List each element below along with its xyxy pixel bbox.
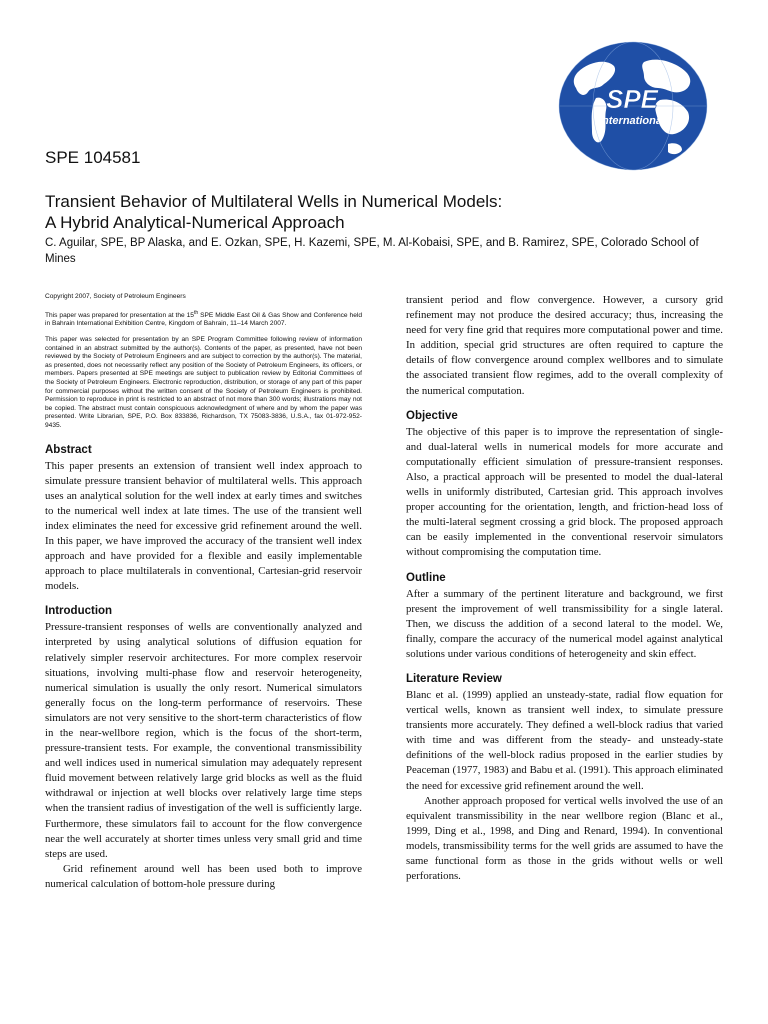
objective-text: The objective of this paper is to improve the representation of single- and dual-lateral wells in numerical models for more accurate and computationally efficient simulation of pressure-transient responses. Also, a practical approach will be presented to model the dual-lateral wells in uniformly distributed, Cartesian grid. This approach involves proper accounting for the orientation, length, and friction-head loss of the multi-lateral segment crossing a grid block. The proposed approach can be easily implemented in the conventional reservoir simulators without compromising the computation time. bbox=[406, 425, 723, 559]
selection-notice: This paper was selected for presentation by an SPE Program Committee following review of information contained in an abstract submitted by the author(s). Contents of the paper, as presented, have not been reviewed by the Society of Petroleum Engineers and are subject to correction by the author(s). The material, as presented, does not necessarily reflect any position of the Society of Petroleum Engineers, its officers, or members. Papers presented at SPE meetings are subject to publication review by Editorial Committees of the Society of Petroleum Engineers. Electronic reproduction, distribution, or storage of any part of this paper for commercial purposes without the written consent of the Society of Petroleum Engineers is prohibited. Permission to reproduce in print is restricted to an abstract of not more than 300 words; illustrations may not be copied. The abstract must contain conspicuous acknowledgment of where and by whom the paper was presented. Write Librarian, SPE, P.O. Box 833836, Richardson, TX 75083-3836, U.S.A., fax 01-972-952-9435. bbox=[45, 335, 362, 429]
literature-review-paragraph-2: Another approach proposed for vertical wells involved the use of an equivalent transmissibility in the near wellbore region (Blanc et al., 1999, Ding et al., 1998, and Ding and Renard, 1994). In conventional models, transmissibility terms for the well grids are assumed to have the same functional form as those in the grids without wells or well perforations. bbox=[406, 794, 723, 883]
logo-spe-text: SPE bbox=[605, 84, 659, 114]
copyright-notice: Copyright 2007, Society of Petroleum Engineers bbox=[45, 293, 186, 300]
title-line-1: Transient Behavior of Multilateral Wells in Numerical Models: bbox=[45, 192, 503, 211]
introduction-paragraph-2-continued: transient period and flow convergence. However, a cursory grid refinement may not produce the desired accuracy; thus, increasing the need for very fine grid that requires more computational power and time. In addition, special grid structures are often required to capture the details of flow convergence around complex wellbores and to simulate the associated transient flow regimes, add to the overall complexity of the numerical computation. bbox=[406, 294, 723, 397]
literature-review-heading: Literature Review bbox=[406, 672, 502, 685]
prep-text-b: SPE Middle East Oil & Gas Show and Conference held in Bahrain International Exhibition Centre, Kingdom of Bahrain, 11–14 March 2007. bbox=[45, 311, 362, 328]
introduction-paragraph-2: Grid refinement around well has been used both to improve numerical calculation of bottom-hole pressure during bbox=[45, 862, 362, 890]
outline-text: After a summary of the pertinent literature and background, we first present the improvement of well transmissibility for a single lateral. Then, we discuss the addition of a second lateral to the model. We, finally, compare the accuracy of the numerical model against analytical solutions under various conditions of heterogeneity and skin effect. bbox=[406, 587, 723, 660]
abstract-text: This paper presents an extension of transient well index approach to simulate pressure transient behavior of multilateral wells. This approach uses an analytical solution for the well index at early times and switches to the numerical well index at late times. The use of the transient well index eliminates the need for excessive grid refinement around the well. In this paper, we have improved the accuracy of the transient well index approach and have provided for a flexible and easily implementable approach to place multilaterals in conventional, Cartesian-grid reservoir models. bbox=[45, 459, 362, 593]
spe-logo bbox=[548, 36, 718, 176]
outline-heading: Outline bbox=[406, 571, 446, 584]
objective-heading: Objective bbox=[406, 409, 458, 422]
authors: C. Aguilar, SPE, BP Alaska, and E. Ozkan, SPE, H. Kazemi, SPE, M. Al-Kobaisi, SPE, and B. Ramirez, SPE, Colorado School of Mines bbox=[45, 237, 699, 265]
logo-international-text: International bbox=[598, 115, 666, 127]
literature-review-paragraph-1: Blanc et al. (1999) applied an unsteady-state, radial flow equation for vertical wells, known as transient well index, to simulate pressure transients more accurately. They defined a well-block radius that varied with time and was different from the steady- and unsteady-state definitions of the well-block radius proposed in the earlier studies by Peaceman (1977, 1983) and Babu et al. (1991). This approach eliminated the need for excessive grid refinement around the well. bbox=[406, 688, 723, 792]
prep-superscript: th bbox=[193, 309, 199, 316]
paper-title bbox=[45, 191, 725, 233]
preparation-notice bbox=[45, 309, 362, 329]
introduction-paragraph-1: Pressure-transient responses of wells are conventionally analyzed and interpreted by using analytical solutions of diffusion equation for relatively simpler reservoir architectures. For more complex reservoir situations, involving multi-phase flow and reservoir heterogeneity, numerical simulation is usually the only resort. Numerical simulators generally focus on the long-term performance of reservoirs. These simulators are not very sensitive to the short-term characteristics of flow in the near-wellbore region, which is the focus of the short-term, pressure-transient tests. For example, the conventional transmissibility and well indices used in numerical simulation may adequately represent fluid movement between relatively large grid blocks as well as the fluid withdrawal or injection at well blocks over relatively large time steps when the transient radius of investigation of the well is sufficiently large. Furthermore, these simulators fail to account for the flow convergence near the well accurately at shorter times unless very small grid and time steps are used. bbox=[45, 621, 362, 860]
abstract-heading: Abstract bbox=[45, 443, 92, 456]
paper-number: SPE 104581 bbox=[45, 148, 141, 167]
title-line-2: A Hybrid Analytical-Numerical Approach bbox=[45, 213, 345, 232]
introduction-heading: Introduction bbox=[45, 605, 113, 618]
right-column bbox=[406, 293, 723, 884]
prep-text-a: This paper was prepared for presentation at the 15 bbox=[45, 311, 194, 319]
left-column bbox=[45, 293, 362, 892]
